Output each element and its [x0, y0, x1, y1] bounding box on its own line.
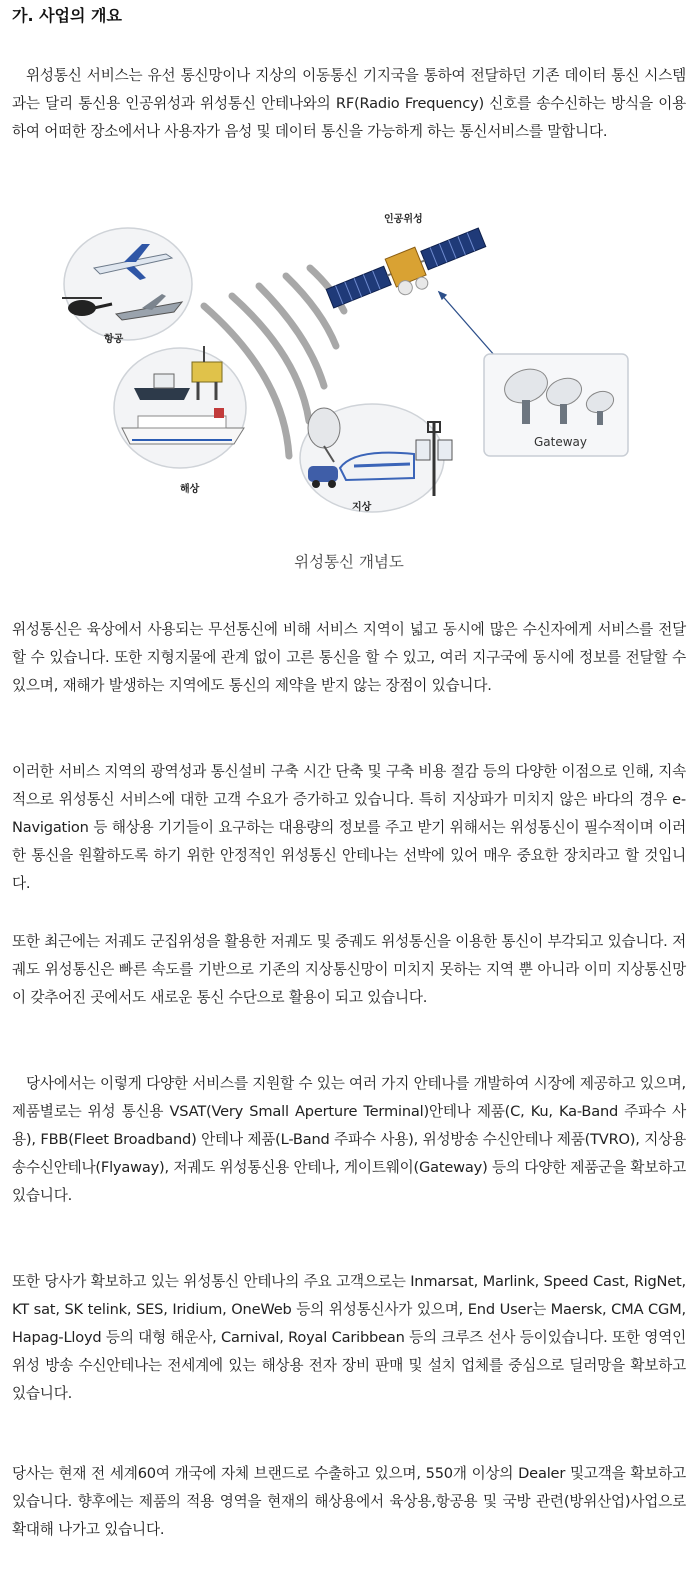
- aviation-group: [62, 228, 192, 345]
- figure-caption: 위성통신 개념도: [294, 553, 404, 571]
- paragraph-advantages: 위성통신은 육상에서 사용되는 무선통신에 비해 서비스 지역이 넓고 동시에 많은 수신자에게 서비스를 전달할 수 있습니다. 또한 지형지물에 관계 없이 고른 통신을 할 수 있고, 여러 지구국에 동시에 정보를 전달할 수 있으며, 재해가 발생하는 지역에도 통신의 제약을 받지 않는 장점이 있습니다.: [12, 621, 686, 694]
- aviation-label: 항공: [104, 334, 124, 345]
- satellite-icon: [324, 212, 492, 323]
- paragraph-customers: 또한 당사가 확보하고 있는 위성통신 안테나의 주요 고객으로는 Inmarsat, Marlink, Speed Cast, RigNet, KT sat, SK telink, SES, Iridium, OneWeb 등의 위성통신사가 있으며, End User는 Maersk, CMA CGM, Hapag-Lloyd 등의 대형 해운사, Carnival, Royal Caribbean 등의 크루즈 선사 등이있습니다. 또한 영역인 위성 방송 수신안테나는 전세계에 있는 해상용 전자 장비 판매 및 설치 업체를 중심으로 딜러망을 확보하고 있습니다.: [12, 1273, 686, 1402]
- section-heading: 가. 사업의 개요: [12, 6, 122, 25]
- maritime-group: [114, 346, 246, 495]
- gateway-label: Gateway: [534, 435, 588, 449]
- paragraph-products: 당사에서는 이렇게 다양한 서비스를 지원할 수 있는 여러 가지 안테나를 개발하여 시장에 제공하고 있으며, 제품별로는 위성 통신용 VSAT(Very Small Aperture Terminal)안테나 제품(C, Ku, Ka-Band 주파수 사용), FBB(Fleet Broadband) 안테나 제품(L-Band 주파수 사용), 위성방송 수신안테나 제품(TVRO), 지상용 송수신안테나(Flyaway), 저궤도 위성통신용 안테나, 게이트웨이(Gateway) 등의 다양한 제품군을 확보하고 있습니다.: [12, 1075, 686, 1204]
- ground-group: [300, 404, 452, 513]
- link-arrow: [439, 292, 502, 364]
- satellite-concept-diagram: [54, 196, 644, 528]
- paragraph-export: 당사는 현재 전 세계60여 개국에 자체 브랜드로 수출하고 있으며, 550개 이상의 Dealer 및고객을 확보하고 있습니다. 향후에는 제품의 적용 영역을 현재의 해상용에서 육상용,항공용 및 국방 관련(방위산업)사업으로 확대해 나가고 있습니다.: [12, 1465, 686, 1538]
- paragraph-intro: 위성통신 서비스는 유선 통신망이나 지상의 이동통신 기지국을 통하여 전달하던 기존 데이터 통신 시스템과는 달리 통신용 인공위성과 위성통신 안테나와의 RF(Radio Frequency) 신호를 송수신하는 방식을 이용하여 어떠한 장소에서나 사용자가 음성 및 데이터 통신을 가능하게 하는 통신서비스를 말합니다.: [12, 67, 686, 140]
- paragraph-demand: 이러한 서비스 지역의 광역성과 통신설비 구축 시간 단축 및 구축 비용 절감 등의 다양한 이점으로 인해, 지속적으로 위성통신 서비스에 대한 고객 수요가 증가하고 있습니다. 특히 지상파가 미치지 않은 바다의 경우 e-Navigation 등 해상용 기기들이 요구하는 대용량의 정보를 주고 받기 위해서는 위성통신이 필수적이며 이러한 통신을 원활하도록 하기 위한 안정적인 위성통신 안테나는 선박에 있어 매우 중요한 장치라고 할 것입니다.: [12, 763, 686, 892]
- ground-label: 지상: [352, 502, 372, 513]
- maritime-label: 해상: [180, 484, 200, 495]
- paragraph-leo: 또한 최근에는 저궤도 군집위성을 활용한 저궤도 및 중궤도 위성통신을 이용한 통신이 부각되고 있습니다. 저궤도 위성통신은 빠른 속도를 기반으로 기존의 지상통신망이 미치지 못하는 지역 뿐 아니라 이미 지상통신망이 갖추어진 곳에서도 새로운 통신 수단으로 활용이 되고 있습니다.: [12, 933, 687, 1006]
- satellite-label: 인공위성: [384, 214, 423, 225]
- gateway-group: [484, 354, 628, 456]
